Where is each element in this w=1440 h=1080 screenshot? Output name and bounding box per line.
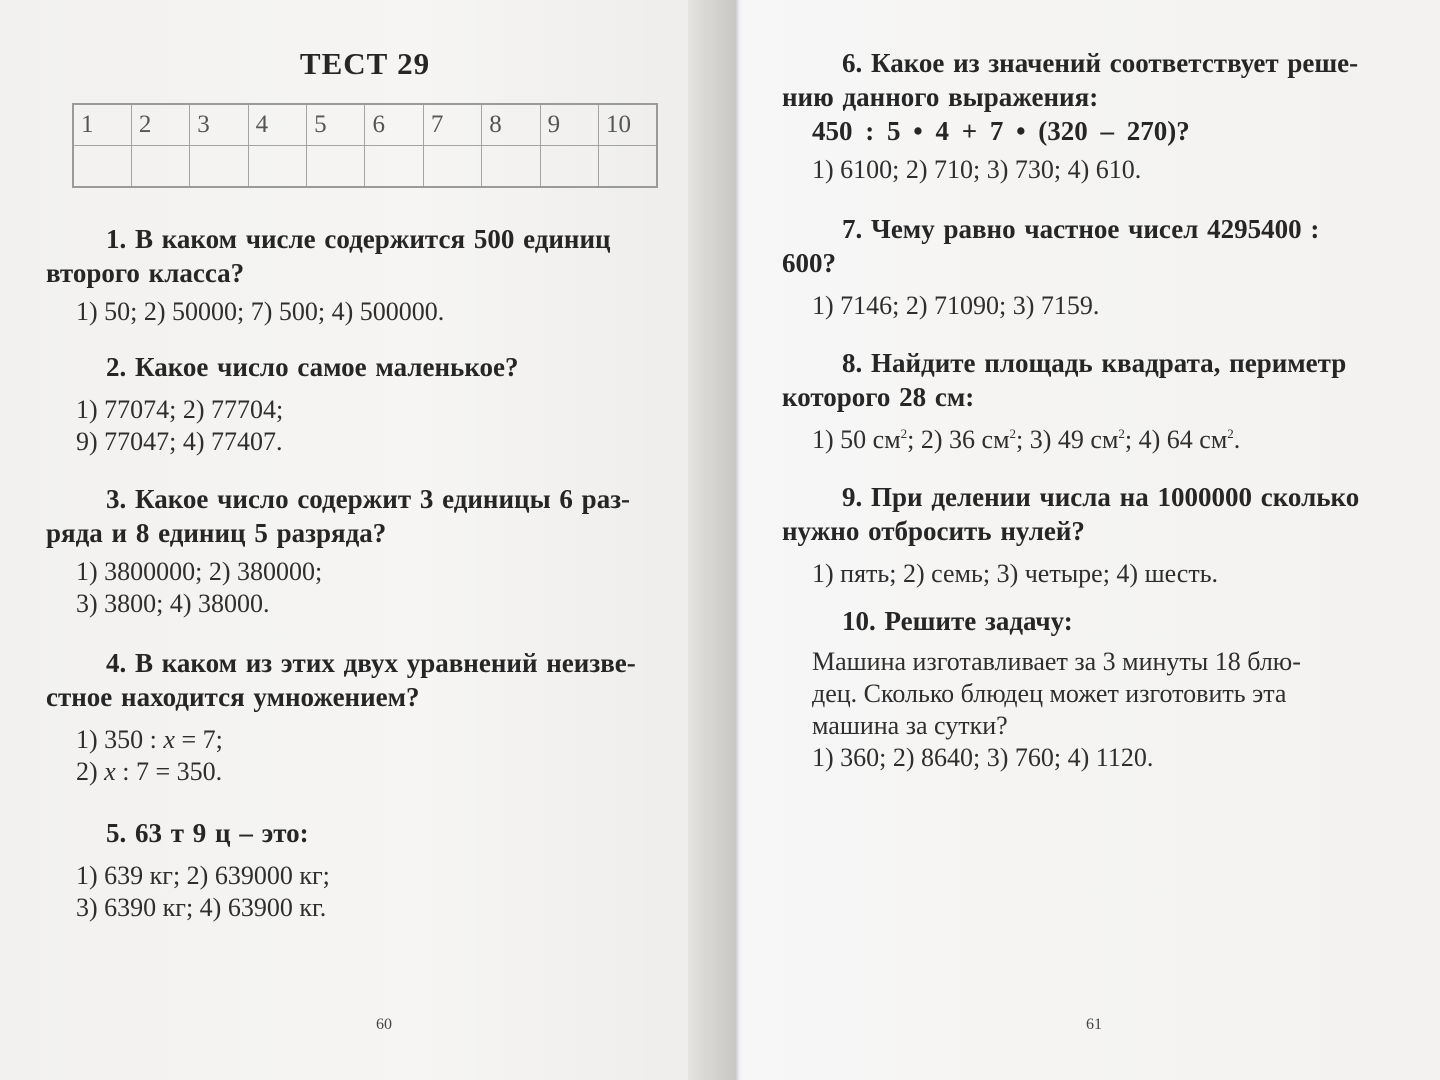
answer-cell-2[interactable]	[131, 146, 189, 188]
option-line: 3) 3800; 4) 38000.	[76, 589, 270, 618]
book-spine-gutter	[688, 0, 744, 1080]
answer-cell-9[interactable]	[540, 146, 598, 188]
question-1-options	[76, 296, 676, 328]
question-9-options	[812, 558, 1392, 590]
grid-col-2: 2	[131, 104, 189, 146]
answer-cell-1[interactable]	[73, 146, 131, 188]
question-6	[782, 46, 1392, 186]
question-3	[46, 482, 676, 620]
option-line: 1) 3800000; 2) 380000;	[76, 557, 323, 586]
question-5-options	[76, 860, 676, 924]
question-3-line-2: ряда и 8 единиц 5 разряда?	[46, 518, 387, 548]
question-10	[812, 604, 1392, 774]
question-6-expression: 450 : 5 • 4 + 7 • (320 – 270)?	[812, 116, 1190, 146]
option-line: 9) 77047; 4) 77407.	[76, 427, 283, 456]
answer-cell-7[interactable]	[423, 146, 481, 188]
question-8-text	[782, 346, 1392, 414]
question-9-text	[782, 480, 1392, 548]
grid-col-4: 4	[248, 104, 306, 146]
option-line: 1) 50 $см^2$; 2) 36 $см^2$; 3) 49 $см^2$; 4) 64 $см^2$.	[812, 425, 1241, 454]
option-line: 1) 6100; 2) 710; 3) 730; 4) 610.	[812, 155, 1142, 184]
grid-col-3: 3	[190, 104, 248, 146]
question-8	[782, 346, 1392, 456]
question-9-line-2: нужно отбросить нулей?	[782, 516, 1085, 546]
grid-col-1: 1	[73, 104, 131, 146]
option-line: 1) 360; 2) 8640; 3) 760; 4) 1120.	[812, 743, 1154, 772]
answer-cell-4[interactable]	[248, 146, 306, 188]
question-5	[76, 816, 676, 924]
page-number-left: 60	[376, 1016, 392, 1033]
question-4-text	[46, 646, 676, 714]
question-1-line-2: второго класса?	[46, 258, 245, 288]
option-line: 1) 639 кг; 2) 639000 кг;	[76, 861, 330, 890]
question-10-body-line-2: дец. Сколько блюдец может изготовить эта	[812, 679, 1287, 708]
option-line: 1) 50; 2) 50000; 7) 500; 4) 500000.	[76, 297, 445, 326]
answer-grid-header-row	[73, 104, 657, 146]
question-9	[782, 480, 1392, 590]
grid-col-8: 8	[482, 104, 540, 146]
question-9-line-1: 9. При делении числа на 1000000 сколько	[842, 482, 1360, 512]
question-7-line-2: 600?	[782, 248, 836, 278]
question-6-line-2: нию данного выражения:	[782, 82, 1099, 112]
question-7-line-1: 7. Чему равно частное чисел 4295400 :	[842, 214, 1320, 244]
question-2-text: 2. Какое число самое маленькое?	[106, 352, 519, 382]
question-10-body-line-3: машина за сутки?	[812, 711, 1008, 740]
grid-col-10: 10	[599, 104, 657, 146]
grid-col-7: 7	[423, 104, 481, 146]
question-4-line-1: 4. В каком из этих двух уравнений неизве-	[106, 648, 636, 678]
question-8-options	[812, 424, 1392, 456]
answer-cell-10[interactable]	[599, 146, 657, 188]
option-line: 1) 77074; 2) 77704;	[76, 395, 284, 424]
question-6-options	[812, 154, 1392, 186]
question-10-body-line-1: Машина изготавливает за 3 минуты 18 блю-	[812, 647, 1301, 676]
question-4-line-2: стное находится умножением?	[46, 682, 420, 712]
question-4-options	[76, 724, 676, 788]
option-line: 3) 6390 кг; 4) 63900 кг.	[76, 893, 327, 922]
question-5-text: 5. 63 т 9 ц – это:	[106, 818, 309, 848]
option-line: 1) 350 : x = 7;	[76, 725, 223, 754]
grid-col-6: 6	[365, 104, 423, 146]
test-title: ТЕСТ 29	[299, 46, 431, 81]
question-7-options	[812, 290, 1392, 322]
question-1	[46, 222, 676, 328]
question-10-options	[812, 742, 1392, 774]
answer-cell-6[interactable]	[365, 146, 423, 188]
question-10-body	[812, 646, 1392, 742]
option-line: 1) пять; 2) семь; 3) четыре; 4) шесть.	[812, 559, 1219, 588]
question-10-text: 10. Решите задачу:	[842, 606, 1073, 636]
option-line: 2) x : 7 = 350.	[76, 757, 223, 786]
question-8-line-1: 8. Найдите площадь квадрата, периметр	[842, 348, 1347, 378]
question-8-line-2: которого 28 см:	[782, 382, 975, 412]
question-3-options	[76, 556, 676, 620]
page-number-right: 61	[1086, 1016, 1102, 1033]
answer-grid	[72, 103, 658, 188]
question-6-text	[782, 46, 1392, 114]
answer-grid-answer-row	[73, 146, 657, 188]
question-2-options	[76, 394, 676, 458]
answer-cell-5[interactable]	[307, 146, 365, 188]
question-3-text	[46, 482, 676, 550]
question-3-line-1: 3. Какое число содержит 3 единицы 6 раз-	[106, 484, 631, 514]
question-6-line-1: 6. Какое из значений соответствует реше-	[842, 48, 1359, 78]
question-7	[782, 212, 1392, 322]
grid-col-5: 5	[307, 104, 365, 146]
question-4	[46, 646, 676, 788]
question-1-line-1: 1. В каком числе содержится 500 единиц	[106, 224, 611, 254]
question-2	[76, 350, 676, 458]
question-7-text	[782, 212, 1392, 280]
grid-col-9: 9	[540, 104, 598, 146]
answer-cell-8[interactable]	[482, 146, 540, 188]
question-1-text	[46, 222, 676, 290]
option-line: 1) 7146; 2) 71090; 3) 7159.	[812, 291, 1100, 320]
answer-cell-3[interactable]	[190, 146, 248, 188]
